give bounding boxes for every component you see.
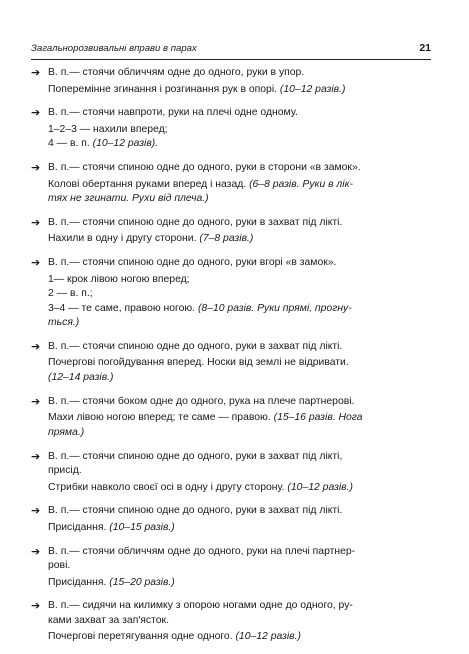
exercise-text-line — [31, 316, 431, 331]
exercise-text: Присідання. — [48, 521, 110, 533]
exercise-text: Стрибки навколо своєї осі в одну і другу сторону. — [48, 481, 288, 493]
exercise-text: В. п.— стоячи спиною одне до одного, руки в захват під лікті. — [48, 216, 343, 228]
repetition-note: (15–16 разів. Нога — [273, 412, 363, 424]
starting-position-line — [31, 106, 431, 121]
exercise-text-line — [31, 178, 431, 193]
exercise-text-line — [31, 123, 431, 138]
arrow-right-icon: ➔ — [31, 505, 41, 518]
exercise-text: В. п.— стоячи обличчям одне до одного, руки в упор. — [48, 67, 305, 78]
exercise-text-line — [31, 302, 431, 317]
running-header — [31, 43, 431, 54]
exercise-text: В. п.— стоячи спиною одне до одного, руки вгорі «в замок». — [48, 257, 337, 269]
repetition-note: (15–20 разів.) — [109, 576, 175, 588]
starting-position-line — [31, 450, 431, 465]
exercise-item — [31, 395, 431, 441]
exercise-text-line — [31, 192, 431, 207]
exercise-text-line — [31, 521, 431, 536]
exercise-text-line — [31, 411, 431, 426]
exercise-text: В. п.— стоячи боком одне до одного, рука на плече партнерові. — [48, 395, 355, 407]
exercise-text: 1— крок лівою ногою вперед; — [48, 273, 190, 285]
chapter-title: Загальнорозвивальні вправи в парах — [31, 43, 197, 54]
exercise-item — [31, 450, 431, 496]
repetition-note: (8–10 разів. Руки прямі, прогну- — [197, 302, 352, 314]
exercise-text: Присідання. — [48, 576, 110, 588]
repetition-note: (10–15 разів.) — [109, 521, 175, 533]
repetition-note: (6–8 разів. Руки в лік- — [249, 178, 353, 190]
exercise-text: В. п.— стоячи навпроти, руки на плечі одне одному. — [48, 107, 298, 119]
exercise-text-line — [31, 464, 431, 479]
repetition-note: пряма.) — [48, 426, 85, 438]
exercise-text-line — [31, 273, 431, 288]
exercise-text-line — [31, 576, 431, 591]
exercise-text: Нахили в одну і другу сторони. — [48, 233, 200, 245]
exercise-text: В. п.— стоячи спиною одне до одного, руки в сторони «в замок». — [48, 162, 361, 174]
repetition-note: (10–12 разів). — [92, 138, 159, 150]
exercise-text: 2 — в. п.; — [48, 288, 93, 300]
repetition-note: (10–12 разів.) — [235, 631, 301, 643]
arrow-right-icon: ➔ — [31, 257, 41, 270]
exercise-item — [31, 106, 431, 152]
exercise-text: Махи лівою ногою вперед; те саме — правою. — [48, 412, 274, 424]
exercise-text-line — [31, 356, 431, 371]
exercise-text: 3–4 — те саме, правою ногою. — [48, 302, 198, 314]
exercise-item — [31, 599, 431, 645]
exercise-text-line — [31, 426, 431, 441]
exercise-text: В. п.— стоячи спиною одне до одного, руки в захват під лікті, — [48, 450, 343, 462]
exercise-text: В. п.— стоячи спиною одне до одного, руки в захват під лікті. — [48, 340, 343, 352]
exercise-text: рові. — [48, 560, 71, 572]
starting-position-line — [31, 504, 431, 519]
header-rule — [31, 59, 431, 60]
exercise-text-line — [31, 371, 431, 386]
exercise-text-line — [31, 559, 431, 574]
starting-position-line — [31, 545, 431, 560]
arrow-right-icon: ➔ — [31, 395, 41, 408]
arrow-right-icon: ➔ — [31, 600, 41, 613]
starting-position-line — [31, 161, 431, 176]
exercise-text: В. п.— сидячи на килимку з опорою ногами одне до одного, ру- — [48, 600, 353, 612]
exercise-item — [31, 256, 431, 331]
arrow-right-icon: ➔ — [31, 450, 41, 463]
starting-position-line — [31, 395, 431, 410]
exercise-item — [31, 161, 431, 207]
arrow-right-icon: ➔ — [31, 162, 41, 175]
exercise-item — [31, 545, 431, 591]
exercise-text: ками захват за зап'ясток. — [48, 614, 169, 626]
arrow-right-icon: ➔ — [31, 67, 41, 79]
exercise-text-line — [31, 614, 431, 629]
repetition-note: тях не згинати. Рухи від плеча.) — [48, 193, 209, 205]
exercise-text: 4 — в. п. — [48, 138, 93, 150]
exercise-text: В. п.— стоячи спиною одне до одного, руки в захват під лікті. — [48, 505, 343, 517]
exercise-text-line — [31, 630, 431, 645]
exercise-text: В. п.— стоячи обличчям одне до одного, руки на плечі партнер- — [48, 545, 356, 557]
starting-position-line — [31, 256, 431, 271]
exercise-text: Почергові перетягування одне одного. — [48, 631, 236, 643]
exercise-list — [31, 66, 431, 654]
repetition-note: (7–8 разів.) — [199, 233, 254, 245]
arrow-right-icon: ➔ — [31, 545, 41, 558]
starting-position-line — [31, 66, 431, 81]
arrow-right-icon: ➔ — [31, 216, 41, 229]
exercise-item — [31, 66, 431, 97]
exercise-text: Колові обертання руками вперед і назад. — [48, 178, 250, 190]
exercise-text: Почергові погойдування вперед. Носки від землі не відривати. — [48, 357, 349, 369]
repetition-note: ться.) — [48, 317, 80, 329]
starting-position-line — [31, 340, 431, 355]
exercise-text: Поперемінне згинання і розгинання рук в опорі. — [48, 83, 280, 95]
exercise-text-line — [31, 232, 431, 247]
arrow-right-icon: ➔ — [31, 340, 41, 353]
arrow-right-icon: ➔ — [31, 107, 41, 120]
starting-position-line — [31, 599, 431, 614]
exercise-text: присід. — [48, 465, 82, 477]
starting-position-line — [31, 216, 431, 231]
exercise-text-line — [31, 137, 431, 152]
repetition-note: (10–12 разів.) — [287, 481, 353, 493]
exercise-item — [31, 340, 431, 386]
exercise-text: 1–2–3 — нахили вперед; — [48, 123, 168, 135]
repetition-note: (12–14 разів.) — [48, 371, 114, 383]
page-number: 21 — [419, 42, 431, 54]
repetition-note: (10–12 разів.) — [279, 83, 346, 95]
exercise-item — [31, 504, 431, 535]
exercise-item — [31, 216, 431, 247]
exercise-text-line — [31, 287, 431, 302]
exercise-text-line — [31, 481, 431, 496]
exercise-text-line — [31, 83, 431, 98]
